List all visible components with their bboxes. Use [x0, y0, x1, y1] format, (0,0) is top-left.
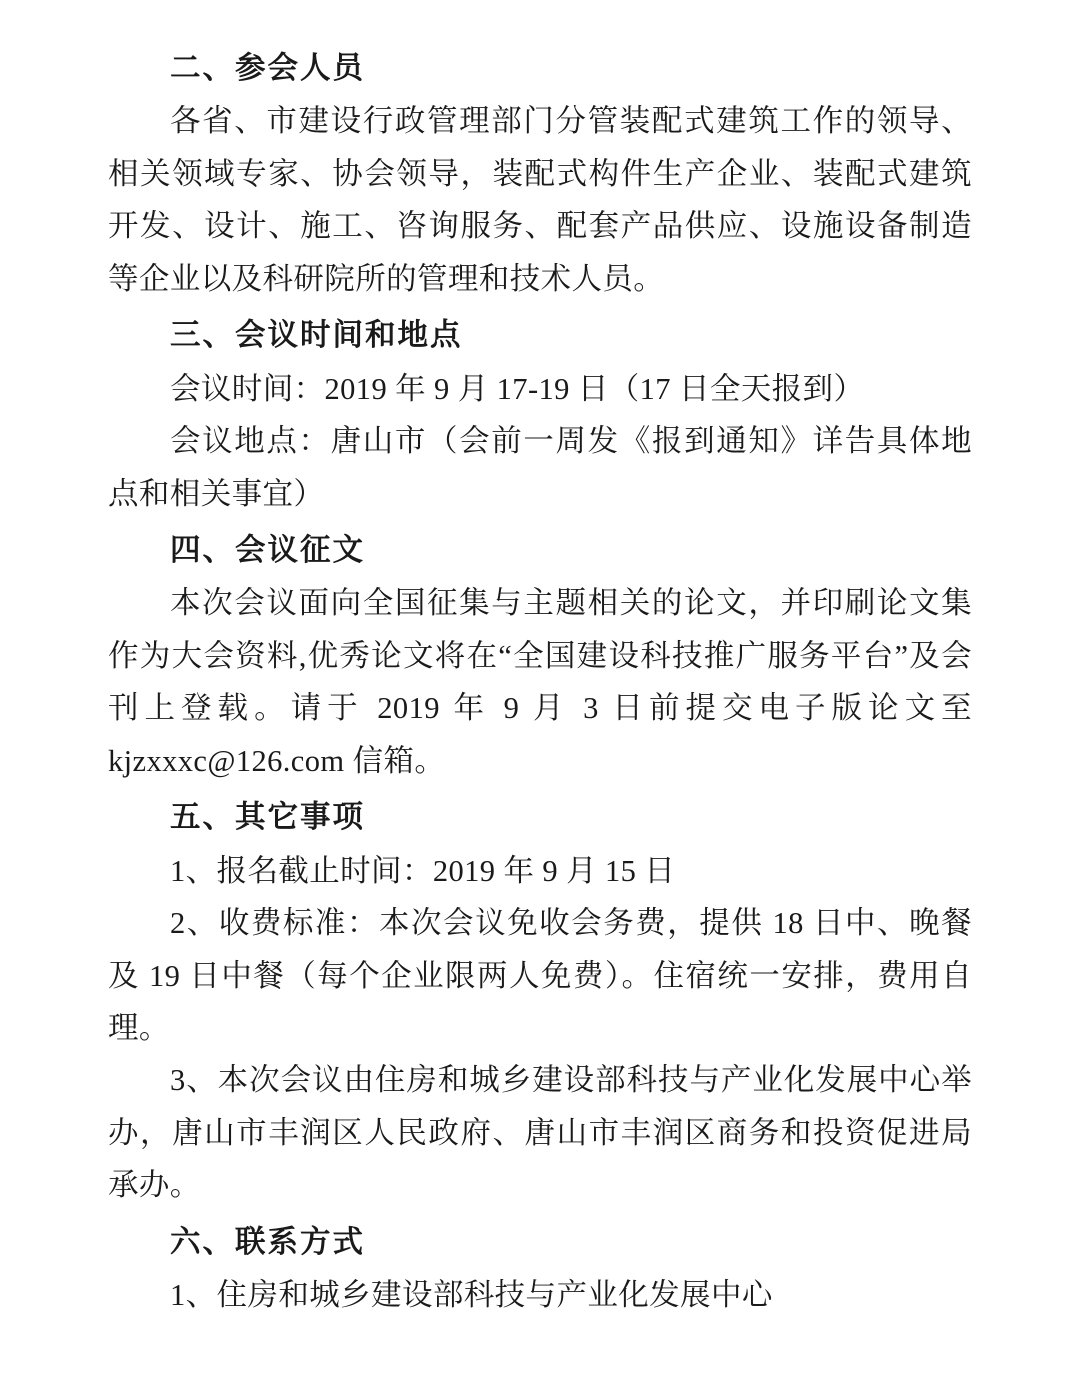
- section-heading-other-matters: 五、其它事项: [170, 799, 365, 836]
- section-heading-time-and-place: 三、会议时间和地点: [170, 317, 463, 354]
- section-heading-call-for-papers: 四、会议征文: [170, 531, 365, 568]
- paragraph-attendees: 各省、市建设行政管理部门分管装配式建筑工作的领导、相关领域专家、协会领导，装配式构件生产企业、装配式建筑开发、设计、施工、咨询服务、配套产品供应、设施设备制造等企业以及科研院所的管理和技术人员。: [108, 104, 972, 296]
- paragraph-contact-organization: 1、住房和城乡建设部科技与产业化发展中心: [170, 1278, 773, 1313]
- section-heading-attendees: 二、参会人员: [170, 50, 365, 86]
- paragraph-call-for-papers: 本次会议面向全国征集与主题相关的论文，并印刷论文集作为大会资料,优秀论文将在“全国建设科技推广服务平台”及会刊上登载。请于 2019 年 9 月 3 日前提交电子版论文至 kjzxxxc@126.com 信箱。: [108, 586, 972, 778]
- paragraph-organizers: 3、本次会议由住房和城乡建设部科技与产业化发展中心举办，唐山市丰润区人民政府、唐山市丰润区商务和投资促进局承办。: [108, 1063, 972, 1203]
- document-body: [108, 44, 972, 1322]
- paragraph-fee-standard: 2、收费标准：本次会议免收会务费，提供 18 日中、晚餐及 19 日中餐（每个企业限两人免费）。住宿统一安排，费用自理。: [108, 906, 972, 1045]
- paragraph-meeting-time: 会议时间：2019 年 9 月 17-19 日（17 日全天报到）: [170, 371, 865, 406]
- paragraph-registration-deadline: 1、报名截止时间：2019 年 9 月 15 日: [170, 853, 676, 888]
- section-heading-contact: 六、联系方式: [170, 1223, 365, 1260]
- paragraph-meeting-place: 会议地点：唐山市（会前一周发《报到通知》详告具体地点和相关事宜）: [108, 424, 972, 511]
